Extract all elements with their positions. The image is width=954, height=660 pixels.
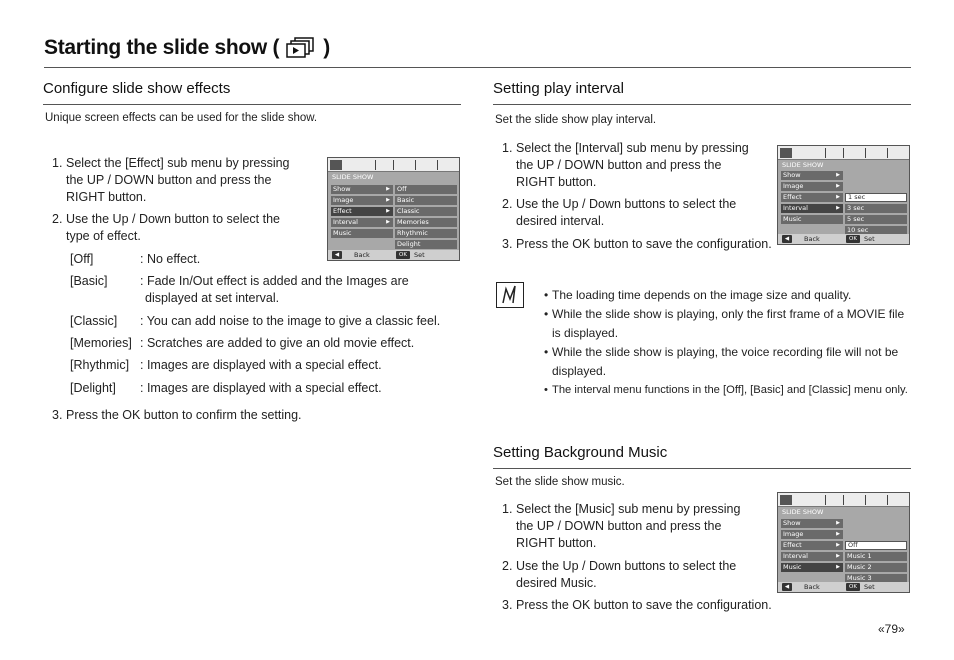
lcd-header: SLIDE SHOW [782,508,824,516]
effects-heading: Configure slide show effects [43,80,231,97]
lcd-header: SLIDE SHOW [782,161,824,169]
back-key-icon: ◀ [782,235,792,243]
lcd-bottom-bar: ◀ Back OK Set [328,250,459,260]
title-text: Starting the slide show ( [44,36,280,59]
lcd-menu-music: Music ▶ [781,563,843,572]
page-number: «79» [878,622,905,636]
back-key-icon: ◀ [332,251,342,259]
lcd-option: Off [395,185,457,194]
play-tab-icon [780,148,792,158]
title-divider [44,67,911,68]
lcd-menu-show: Show ▶ [781,171,843,180]
note-pencil-icon [496,282,524,308]
lcd-option: Classic [395,207,457,216]
note-2: • While the slide show is playing, only the first frame of a MOVIE file is displayed. [544,307,905,340]
music-heading-rule [493,468,911,469]
slideshow-icon [285,37,317,59]
ok-key: OK [846,235,860,243]
interval-intro: Set the slide show play interval. [495,114,657,126]
lcd-option: 10 sec [845,226,907,235]
play-tab-icon [780,495,792,505]
music-intro: Set the slide show music. [495,476,625,488]
lcd-option: Delight [395,240,457,249]
interval-heading: Setting play interval [493,80,624,97]
lcd-option: Music 3 [845,574,907,583]
effects-heading-rule [43,104,461,105]
note-3: • While the slide show is playing, the voice recording file will not be displayed. [544,345,899,378]
lcd-menu-effect: Effect ▶ [781,541,843,550]
ok-key: OK [846,583,860,591]
music-heading: Setting Background Music [493,444,668,461]
play-tab-icon [330,160,342,170]
interval-heading-rule [493,104,911,105]
lcd-option: Music 2 [845,563,907,572]
lcd-tab-bar [328,158,459,172]
back-key-icon: ◀ [782,583,792,591]
interval-step-1: 1. Select the [Interval] sub menu by pressing the UP / DOWN button and press the RIGHT button. [502,141,749,189]
effects-step-3: 3. Press the OK button to confirm the setting. [52,408,302,422]
lcd-menu-effect: Effect ▶ [331,207,393,216]
lcd-menu-interval: Interval ▶ [781,204,843,213]
lcd-option: Rhythmic [395,229,457,238]
lcd-menu-image: Image ▶ [781,182,843,191]
lcd-option: Basic [395,196,457,205]
effects-intro: Unique screen effects can be used for the slide show. [45,112,318,124]
lcd-option-selected: 1 sec [845,193,907,202]
effects-step-2: 2. Use the Up / Down button to select the type of effect. [52,212,281,243]
title-suffix: ) [323,36,330,59]
music-step-2: 2. Use the Up / Down buttons to select the desired Music. [502,559,737,590]
lcd-option-selected: Off [845,541,907,550]
interval-step-2: 2. Use the Up / Down buttons to select the desired interval. [502,197,737,228]
music-step-3: 3. Press the OK button to save the configuration. [502,598,772,612]
lcd-menu-music: Music [781,215,843,224]
page-title [44,36,330,60]
lcd-interval-screen [777,145,910,245]
lcd-menu-show: Show ▶ [781,519,843,528]
note-1: • The loading time depends on the image size and quality. [544,288,852,302]
lcd-menu-music: Music [331,229,393,238]
lcd-music-screen [777,492,910,593]
lcd-bottom-bar: ◀ Back OK Set [778,582,909,592]
lcd-menu-interval: Interval ▶ [781,552,843,561]
lcd-option: Music 1 [845,552,907,561]
effects-step-1: 1. Select the [Effect] sub menu by pressing the UP / DOWN button and press the RIGHT button. [52,156,290,204]
lcd-option: 5 sec [845,215,907,224]
lcd-option: Memories [395,218,457,227]
interval-step-3: 3. Press the OK button to save the configuration. [502,237,772,251]
lcd-menu-show: Show ▶ [331,185,393,194]
note-4: • The interval menu functions in the [Off], [Basic] and [Classic] menu only. [544,384,908,396]
lcd-bottom-bar: ◀ Back OK Set [778,234,909,244]
lcd-option: 3 sec [845,204,907,213]
music-step-1: 1. Select the [Music] sub menu by pressing the UP / DOWN button and press the RIGHT button. [502,502,741,550]
lcd-menu-interval: Interval ▶ [331,218,393,227]
lcd-effect-screen [327,157,460,261]
lcd-menu-image: Image ▶ [781,530,843,539]
ok-key: OK [396,251,410,259]
lcd-header: SLIDE SHOW [332,173,374,181]
lcd-menu-effect: Effect ▶ [781,193,843,202]
lcd-menu-image: Image ▶ [331,196,393,205]
